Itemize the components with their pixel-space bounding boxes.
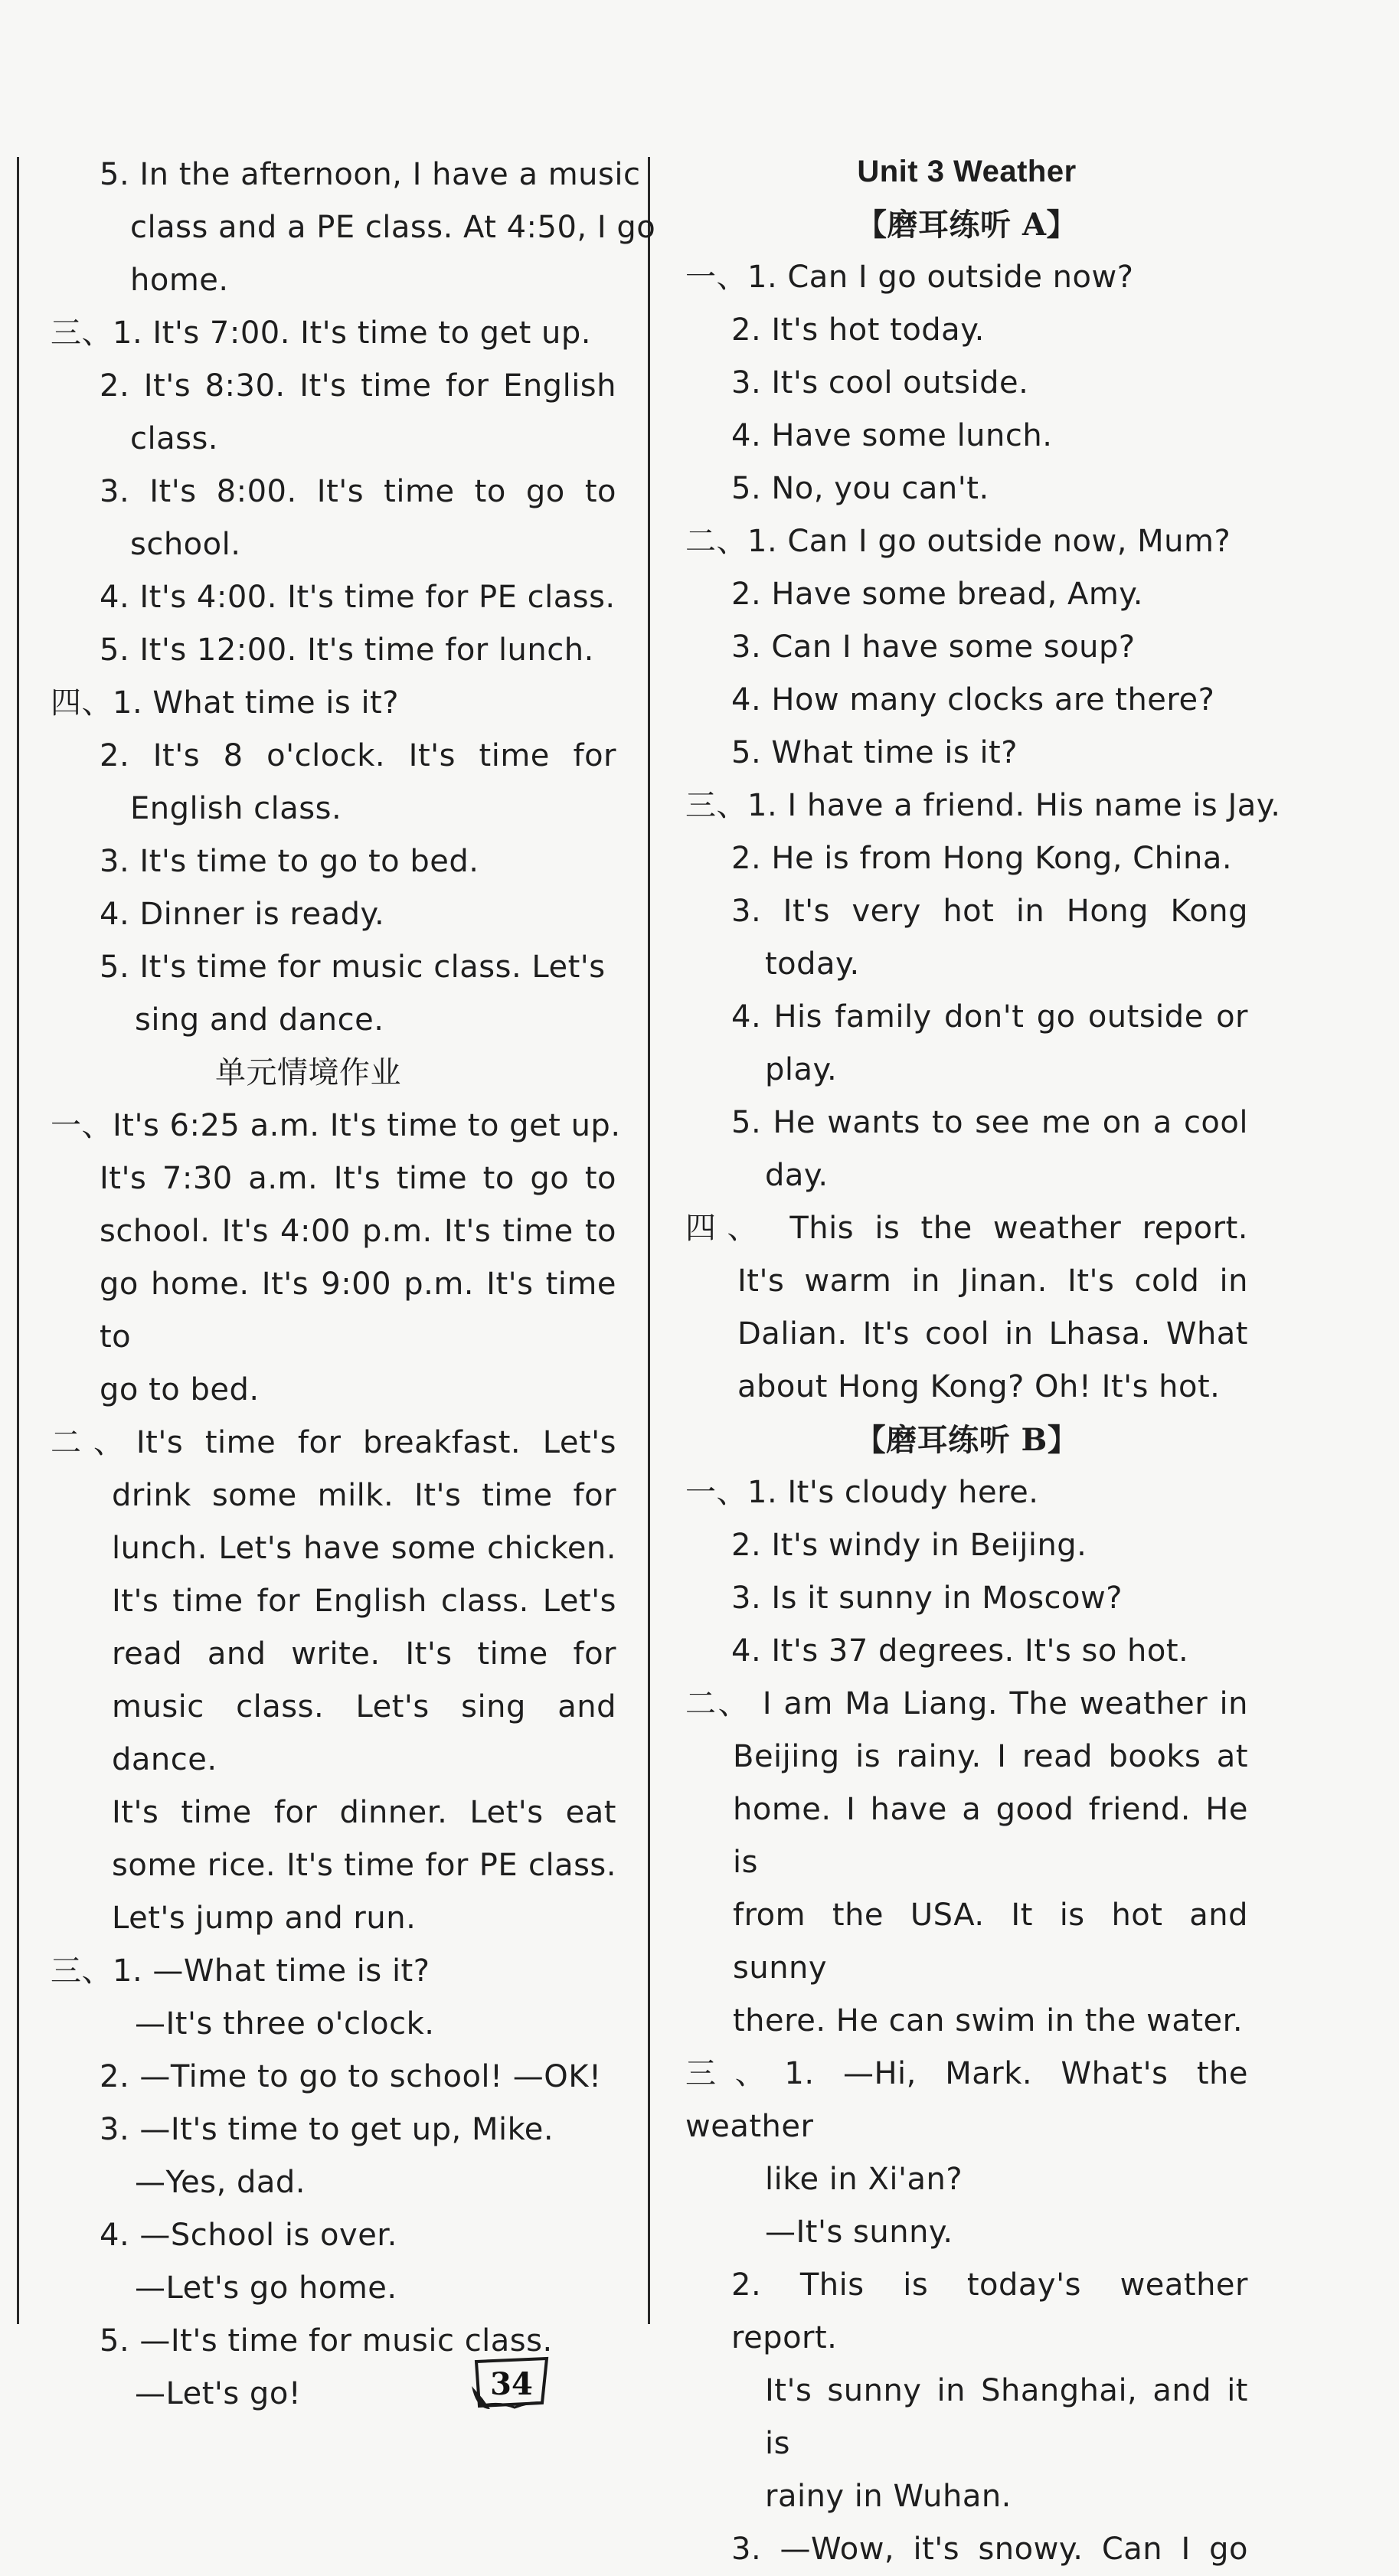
text-line: 3. It's cool outside. [731, 365, 1029, 400]
text-line: 4. —School is over. [100, 2218, 397, 2253]
text-line: 3. It's very hot in Hong Kong [731, 894, 1248, 929]
text-line: lunch. Let's have some chicken. [112, 1531, 616, 1566]
text-line: 3. —Wow, it's snowy. Can I go [731, 2532, 1248, 2567]
text-line: 5. No, you can't. [731, 471, 989, 506]
text-line: 2. He is from Hong Kong, China. [731, 841, 1233, 876]
page-number: 34 [490, 2365, 533, 2402]
text-line: about Hong Kong? Oh! It's hot. [737, 1369, 1221, 1404]
text-line: 2. It's 8 o'clock. It's time for [100, 738, 616, 773]
text-line: 二、 I am Ma Liang. The weather in [685, 1686, 1248, 1721]
text-line: home. [130, 263, 229, 298]
text-line: 三、1. —Hi, Mark. What's the weather [685, 2056, 1248, 2144]
text-line: 一、It's 6:25 a.m. It's time to get up. [51, 1108, 621, 1143]
text-line: 5. It's 12:00. It's time for lunch. [100, 633, 594, 668]
text-line: 5. In the afternoon, I have a music [100, 157, 641, 192]
text-line: some rice. It's time for PE class. [112, 1848, 616, 1883]
text-line: today. [765, 946, 860, 982]
text-line: go to bed. [100, 1372, 260, 1407]
text-line: 四、1. What time is it? [51, 685, 399, 721]
text-line: 2. Have some bread, Amy. [731, 577, 1143, 612]
text-line: music class. Let's sing and dance. [112, 1689, 616, 1777]
text-line: —It's three o'clock. [135, 2006, 435, 2042]
text-line: 4. It's 37 degrees. It's so hot. [731, 1633, 1189, 1669]
text-line: there. He can swim in the water. [733, 2003, 1244, 2038]
text-line: like in Xi'an? [765, 2162, 963, 2197]
text-line: It's time for English class. Let's [112, 1584, 616, 1619]
text-line: It's warm in Jinan. It's cold in [737, 1263, 1248, 1299]
text-line: —Let's go home. [135, 2270, 397, 2306]
section-heading: 单元情境作业 [215, 1055, 401, 1090]
text-line: —It's sunny. [765, 2215, 953, 2250]
text-line: 四、 This is the weather report. [685, 1211, 1248, 1246]
text-line: school. It's 4:00 p.m. It's time to [100, 1214, 616, 1249]
text-line: 2. This is today's weather report. [731, 2267, 1248, 2355]
text-line: 2. It's hot today. [731, 312, 985, 348]
text-line: class and a PE class. At 4:50, I go [130, 210, 656, 245]
text-line: It's time for dinner. Let's eat [112, 1795, 616, 1830]
text-line: 4. It's 4:00. It's time for PE class. [100, 580, 616, 615]
text-line: 3. Can I have some soup? [731, 629, 1136, 665]
text-line: 4. Dinner is ready. [100, 897, 385, 932]
section-heading: 【磨耳练听 B】 [855, 1422, 1079, 1458]
text-line: 3. It's time to go to bed. [100, 844, 479, 879]
unit-title: Unit 3 Weather [857, 155, 1077, 188]
text-line: 2. It's windy in Beijing. [731, 1528, 1087, 1563]
text-line: from the USA. It is hot and sunny [733, 1898, 1248, 1986]
right-column [685, 145, 1281, 2576]
left-column [0, 149, 656, 2421]
text-line: sing and dance. [135, 1002, 384, 1038]
text-line: 一、1. It's cloudy here. [685, 1475, 1039, 1510]
text-line: go home. It's 9:00 p.m. It's time to [100, 1267, 616, 1355]
text-line: class. [130, 421, 219, 456]
text-line: 二、1. Can I go outside now, Mum? [685, 524, 1231, 559]
text-line: 三、1. It's 7:00. It's time to get up. [51, 315, 592, 351]
text-line: 4. How many clocks are there? [731, 682, 1215, 718]
text-line: 3. Is it sunny in Moscow? [731, 1581, 1123, 1616]
page-number-badge [469, 2355, 554, 2412]
text-line: home. I have a good friend. He is [733, 1792, 1248, 1880]
text-line: 5. —It's time for music class. [100, 2323, 553, 2359]
text-line: 三、1. I have a friend. His name is Jay. [685, 788, 1281, 823]
text-line: 5. He wants to see me on a cool [731, 1105, 1248, 1140]
text-line: 二、It's time for breakfast. Let's [51, 1425, 616, 1460]
text-line: 三、1. —What time is it? [51, 1953, 430, 1989]
text-line: play. [765, 1052, 838, 1087]
section-heading: 【磨耳练听 A】 [856, 207, 1077, 243]
text-line: 5. It's time for music class. Let's [100, 950, 606, 985]
text-line: read and write. It's time for [112, 1636, 616, 1672]
text-line: 3. —It's time to get up, Mike. [100, 2112, 554, 2147]
text-line: English class. [130, 791, 342, 826]
column-divider [648, 157, 650, 2324]
text-line: 一、1. Can I go outside now? [685, 260, 1134, 295]
text-line: —Let's go! [135, 2376, 302, 2411]
text-line: drink some milk. It's time for [112, 1478, 616, 1513]
text-line: Let's jump and run. [112, 1901, 417, 1936]
text-line: day. [765, 1158, 829, 1193]
text-line: Beijing is rainy. I read books at [733, 1739, 1248, 1774]
text-line: It's 7:30 a.m. It's time to go to [100, 1161, 616, 1196]
text-line: 4. His family don't go outside or [731, 999, 1248, 1035]
text-line: school. [130, 527, 241, 562]
text-line: Dalian. It's cool in Lhasa. What [737, 1316, 1248, 1352]
text-line: —Yes, dad. [135, 2165, 306, 2200]
text-line: rainy in Wuhan. [765, 2479, 1012, 2514]
text-line: 2. —Time to go to school! —OK! [100, 2059, 602, 2094]
text-line: 2. It's 8:30. It's time for English [100, 368, 616, 404]
text-line: 5. What time is it? [731, 735, 1018, 770]
text-line: It's sunny in Shanghai, and it is [765, 2373, 1248, 2461]
text-line: 3. It's 8:00. It's time to go to [100, 474, 616, 509]
text-line: 4. Have some lunch. [731, 418, 1053, 453]
